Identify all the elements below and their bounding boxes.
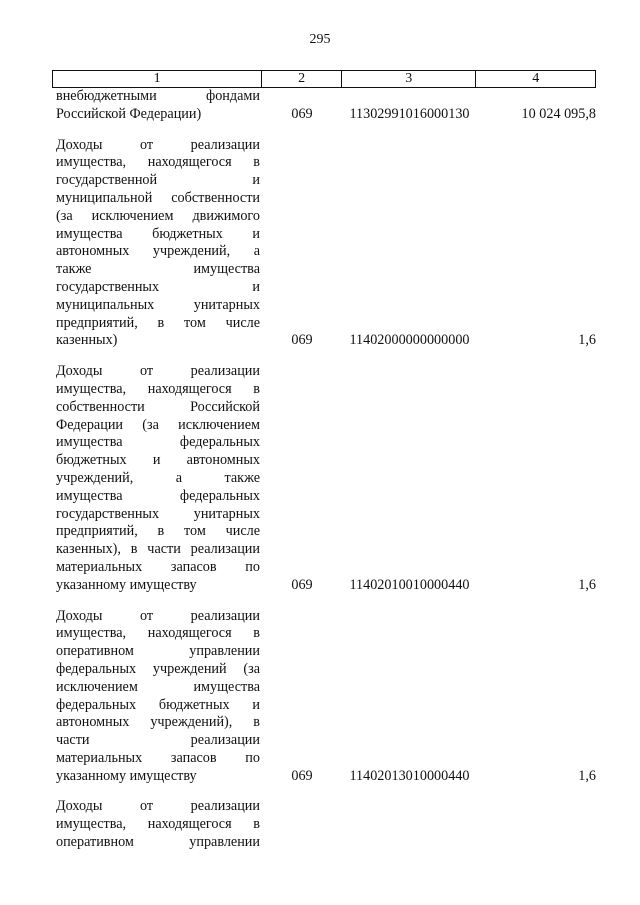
table-body [52,88,596,852]
description-line: имущества федеральных [56,434,260,451]
description-line: материальных запасов по [56,749,260,766]
description-line: муниципальных унитарных [56,296,260,313]
description-line: муниципальной собственности [56,189,260,206]
description-line: Российской Федерации) [56,105,202,122]
description-line: имущества, находящегося в [56,154,260,171]
row-description [52,88,262,124]
description-line: Доходы от реализации [56,607,260,624]
description-line: государственных и [56,278,260,295]
row-classification-code: 11402000000000000 [349,332,470,349]
row-classification-code: 11402013010000440 [349,767,470,784]
description-line: внебюджетными фондами [56,88,260,104]
description-line: (за исключением движимого [56,207,260,224]
row-description [52,608,262,786]
description-line: казенных), в части реализации [56,541,260,558]
row-amount: 1,6 [578,332,596,349]
description-line: учреждений, а также [56,469,260,486]
description-line: имущества, находящегося в [56,816,260,833]
description-line: Доходы от реализации [56,363,260,380]
description-line: Доходы от реализации [56,798,260,815]
row-amount: 10 024 095,8 [521,105,596,122]
description-line: федеральных бюджетных и [56,696,260,713]
description-line: государственной и [56,172,260,189]
description-line: Доходы от реализации [56,136,260,153]
description-line: части реализации [56,732,260,749]
row-description [52,137,262,351]
description-line: материальных запасов по [56,558,260,575]
table-row [52,798,596,851]
description-line: предприятий, в том числе [56,314,260,331]
description-line: предприятий, в том числе [56,523,260,540]
description-line: казенных) [56,332,118,349]
description-line: имущества, находящегося в [56,625,260,642]
row-classification-code: 11302991016000130 [349,105,470,122]
column-header-1: 1 [53,71,262,87]
description-line: бюджетных и автономных [56,452,260,469]
description-line: автономных учреждений), в [56,714,260,731]
description-line: государственных унитарных [56,505,260,522]
page-number: 295 [309,32,331,47]
description-line: исключением имущества [56,678,260,695]
description-line: имущества федеральных [56,487,260,504]
description-line: указанному имуществу [56,576,197,593]
description-line: указанному имуществу [56,767,197,784]
row-description [52,363,262,594]
column-header-2: 2 [262,71,342,87]
description-line: автономных учреждений, а [56,243,260,260]
description-line: также имущества [56,261,260,278]
table-row [52,137,596,351]
description-line: собственности Российской [56,398,260,415]
row-description [52,798,262,851]
description-line: Федерации (за исключением [56,416,260,433]
description-line: оперативном управлении [56,834,260,851]
row-amount: 1,6 [578,767,596,784]
table-row [52,88,596,124]
description-line: имущества, находящегося в [56,380,260,397]
row-code: 069 [291,576,313,593]
description-line: оперативном управлении [56,643,260,660]
table-row [52,608,596,786]
row-classification-code: 11402010010000440 [349,576,470,593]
row-code: 069 [291,105,313,122]
budget-table [52,70,596,852]
description-line: федеральных учреждений (за [56,660,260,677]
description-line: имущества бюджетных и [56,225,260,242]
table-row [52,363,596,594]
row-code: 069 [291,767,313,784]
column-header-3: 3 [342,71,477,87]
row-amount: 1,6 [578,576,596,593]
table-header-row [52,70,596,88]
column-header-4: 4 [532,71,540,86]
row-code: 069 [291,332,313,349]
